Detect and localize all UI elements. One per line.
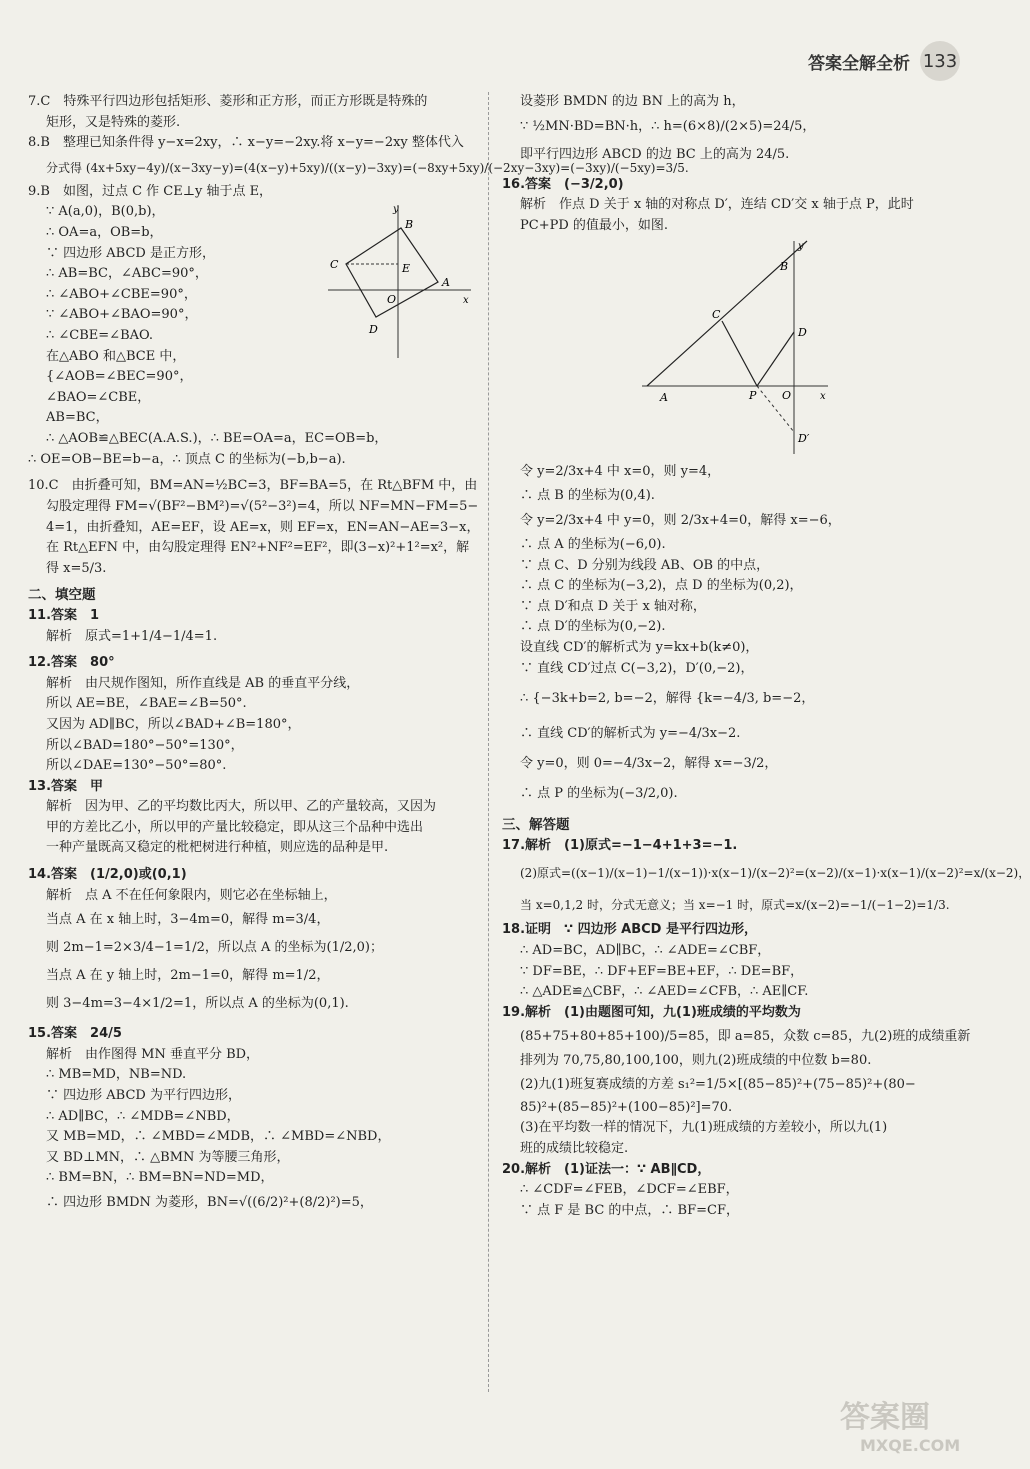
text-line: 所以 AE=BE，∠BAE=∠B=50°. [46,696,247,712]
text-line: ∵ 直线 CD′过点 C(−3,2)，D′(0,−2)， [520,660,754,676]
text-line: 7.C 特殊平行四边形包括矩形、菱形和正方形，而正方形既是特殊的 [28,94,428,109]
text-line: ∴ ∠CDF=∠FEB，∠DCF=∠EBF， [520,1182,739,1198]
fig9-label-x: x [463,294,469,306]
text-line: ∴ {−3k+b=2, b=−2，解得 {k=−4/3, b=−2， [520,691,815,707]
header-title: 答案全解全析 [808,53,910,74]
fig9-label-c: C [330,257,339,271]
fig16-label-a: A [660,391,668,405]
text-line: ∴ 点 C 的坐标为(−3,2)，点 D 的坐标为(0,2)， [520,578,803,594]
text-line: 甲的方差比乙小，所以甲的产量比较稳定，即从这三个品种中选出 [46,819,424,835]
text-line: ∴ 直线 CD′的解析式为 y=−4/3x−2. [520,726,741,742]
q13-answer: 13.答案 甲 [28,778,104,794]
text-line: 解析 由尺规作图知，所作直线是 AB 的垂直平分线， [46,675,360,691]
text-line: 又 BD⊥MN，∴ △BMN 为等腰三角形， [46,1149,290,1165]
text-line: 即平行四边形 ABCD 的边 BC 上的高为 24/5. [520,146,790,162]
text-line: (2)九(1)班复赛成绩的方差 s₁²=1/5×[(85−85)²+(75−85)²+(80− [520,1076,916,1092]
fig9-label-e: E [402,261,411,275]
text-line: ∴ AB=BC，∠ABC=90°， [46,266,208,282]
text-line: ∠BAO=∠CBE， [46,389,151,405]
text-line: 令 y=2/3x+4 中 x=0，则 y=4， [520,464,721,480]
text-line: ∴ OA=a，OB=b， [46,224,163,240]
text-line: 分式得 (4x+5xy−4y)/(x−3xy−y)=(4(x−y)+5xy)/((x−y)−3xy)=(−8xy+5xy)/(−2xy−3xy)=(−3xy)/(−5xy)=3/5. [46,160,689,175]
text-line: 在△ABO 和△BCE 中， [46,348,186,364]
text-line: 则 2m−1=2×3/4−1=1/2，所以点 A 的坐标为(1/2,0)； [46,940,383,956]
text-line: ∵ 点 F 是 BC 的中点，∴ BF=CF， [520,1202,739,1218]
fig16-label-dprime: D′ [798,432,810,446]
text-line: (2)原式=((x−1)/(x−1)−1/(x−1))·x(x−1)/(x−2)²=(x−2)/(x−1)·x(x−1)/(x−2)²=x/(x−2)， [520,866,1030,881]
q19-analysis: 19.解析 (1)由题图可知，九(1)班成绩的平均数为 [502,1004,801,1020]
text-line: ∴ 点 P 的坐标为(−3/2,0). [520,786,678,802]
fig16-label-y: y [798,241,804,253]
text-line: 解析 由作图得 MN 垂直平分 BD， [46,1046,260,1062]
text-line: 当点 A 在 y 轴上时，2m−1=0，解得 m=1/2， [46,968,330,984]
fig9-label-o: O [387,292,397,306]
text-line: ∴ AD=BC，AD∥BC，∴ ∠ADE=∠CBF， [520,942,771,958]
q11-analysis: 解析 原式=1+1/4−1/4=1. [46,628,218,644]
q17-part1: 17.解析 (1)原式=−1−4+1+3=−1. [502,837,738,853]
text-line: ∴ ∠ABO+∠CBE=90°， [46,286,197,302]
text-line: 则 3−4m=3−4×1/2=1，所以点 A 的坐标为(0,1). [46,996,349,1012]
fig9-label-d: D [369,322,378,336]
text-line: 又因为 AD∥BC，所以∠BAD+∠B=180°， [46,716,301,732]
text-line: 设菱形 BMDN 的边 BN 上的高为 h， [520,94,745,109]
column-divider [488,92,489,1392]
text-line: 解析 点 A 不在任何象限内，则它必在坐标轴上， [46,887,337,903]
text-line: 令 y=0，则 0=−4/3x−2，解得 x=−3/2， [520,756,778,772]
text-line: ∴ 点 B 的坐标为(0,4). [520,488,655,504]
text-line: 勾股定理得 FM=√(BF²−BM²)=√(5²−3²)=4，所以 NF=MN−FM=5− [46,498,479,514]
q11-answer: 11.答案 1 [28,607,100,623]
text-line: ∴ AD∥BC，∴ ∠MDB=∠NBD， [46,1108,240,1124]
q12-answer: 12.答案 80° [28,655,115,671]
text-line: ∴ MB=MD，NB=ND. [46,1067,187,1083]
q9-block [28,182,473,450]
text-line: 班的成绩比较稳定. [520,1141,629,1157]
page-number: 133 [920,41,960,81]
fig16-label-c: C [712,308,721,322]
text-line: 在 Rt△EFN 中，由勾股定理得 EN²+NF²=EF²，即(3−x)²+1²=x²，解 [46,540,470,556]
text-line: ∵ 点 C、D 分别为线段 AB、OB 的中点， [520,557,770,573]
fig16-label-d: D [798,326,807,340]
text-line: 当点 A 在 x 轴上时，3−4m=0，解得 m=3/4， [46,912,330,928]
section-fill-in: 二、填空题 [28,587,96,604]
text-line: ∵ A(a,0)，B(0,b)， [46,204,165,220]
text-line: 令 y=2/3x+4 中 y=0，则 2/3x+4=0，解得 x=−6， [520,512,841,528]
text-line: ∴ BM=BN，∴ BM=BN=ND=MD， [46,1170,274,1186]
fig16-label-p: P [749,389,757,403]
q16-answer: 16.答案 (−3/2,0) [502,176,624,192]
fig16-label-b: B [780,260,789,274]
text-line: 一种产量既高又稳定的枇杷树进行种植，则应选的品种是甲. [46,840,389,856]
text-line: ∴ OE=OB−BE=b−a，∴ 顶点 C 的坐标为(−b,b−a). [28,451,346,467]
text-line: 所以∠BAD=180°−50°=130°， [46,737,244,753]
text-line: 矩形，又是特殊的菱形. [46,114,181,130]
text-line: 解析 作点 D 关于 x 轴的对称点 D′，连结 CD′交 x 轴于点 P，此时 [520,197,914,213]
text-line: 设直线 CD′的解析式为 y=kx+b(k≠0)， [520,639,759,655]
q20-analysis: 20.解析 (1)证法一：∵ AB∥CD， [502,1161,711,1177]
text-line: 10.C 由折叠可知，BM=AN=½BC=3，BF=BA=5，在 Rt△BFM 中，由 [28,478,478,494]
figure-q16 [632,236,832,458]
text-line: ∵ 点 D′和点 D 关于 x 轴对称， [520,598,706,614]
text-line: 9.B 如图，过点 C 作 CE⊥y 轴于点 E， [28,183,273,199]
q18-proof: 18.证明 ∵ 四边形 ABCD 是平行四边形， [502,922,757,938]
text-line: 排列为 70,75,80,100,100，则九(2)班成绩的中位数 b=80. [520,1053,872,1069]
text-line: ∴ 点 D′的坐标为(0,−2). [520,619,666,635]
text-line: 所以∠DAE=130°−50°=80°. [46,758,227,774]
fig9-label-b: B [405,217,414,231]
watermark-text: 答案圈 [840,1400,930,1435]
text-line: 解析 因为甲、乙的平均数比丙大，所以甲、乙的产量较高，又因为 [46,799,437,815]
text-line: (85+75+80+85+100)/5=85，即 a=85，众数 c=85，九(2)班的成绩重新 [520,1029,971,1045]
text-line: 4=1，由折叠知，AE=EF，设 AE=x，则 EF=x，EN=AN−AE=3−x， [46,519,480,535]
text-line: 得 x=5/3. [46,560,107,576]
text-line: PC+PD 的值最小，如图. [520,217,669,233]
text-line: ∵ ∠ABO+∠BAO=90°， [46,307,198,323]
text-line: 又 MB=MD，∴ ∠MBD=∠MDB，∴ ∠MBD=∠NBD， [46,1129,391,1145]
text-line: ∴ ∠CBE=∠BAO. [46,327,154,343]
watermark-url: MXQE.COM [860,1436,961,1455]
text-line: AB=BC， [46,410,109,426]
text-line: (3)在平均数一样的情况下，九(1)班成绩的方差较小，所以九(1) [520,1120,888,1136]
q14-answer: 14.答案 (1/2,0)或(0,1) [28,867,187,883]
text-line: 当 x=0,1,2 时，分式无意义；当 x=−1 时，原式=x/(x−2)=−1/(−1−2)=1/3. [520,898,950,913]
fig16-label-x: x [820,391,826,403]
section-solutions: 三、解答题 [502,817,570,834]
text-line: 85)²+(85−85)²+(100−85)²]=70. [520,1099,733,1115]
text-line: ∵ 四边形 ABCD 是正方形， [46,245,215,261]
text-line: ∴ 四边形 BMDN 为菱形，BN=√((6/2)²+(8/2)²)=5， [46,1195,373,1210]
q15-answer: 15.答案 24/5 [28,1026,122,1042]
fig9-label-y: y [393,203,399,215]
text-line: ∴ 点 A 的坐标为(−6,0). [520,536,666,552]
right-column [502,92,1030,1221]
watermark-logo [820,1389,980,1459]
text-line: ∵ ½MN·BD=BN·h，∴ h=(6×8)/(2×5)=24/5， [520,118,816,134]
text-line: ∵ DF=BE，∴ DF+EF=BE+EF，∴ DE=BF， [520,963,804,979]
text-line: ∴ △AOB≌△BEC(A.A.S.)，∴ BE=OA=a，EC=OB=b， [46,430,388,446]
fig16-label-o: O [782,389,792,403]
text-line: {∠AOB=∠BEC=90°， [46,369,193,385]
text-line: ∴ △ADE≌△CBF，∴ ∠AED=∠CFB，∴ AE∥CF. [520,984,809,1000]
fig9-label-a: A [442,275,450,289]
text-line: 8.B 整理已知条件得 y−x=2xy，∴ x−y=−2xy.将 x−y=−2xy 整体代入 [28,135,464,151]
figure-q9 [323,200,473,360]
page-header [808,44,960,78]
text-line: ∵ 四边形 ABCD 为平行四边形， [46,1088,241,1104]
